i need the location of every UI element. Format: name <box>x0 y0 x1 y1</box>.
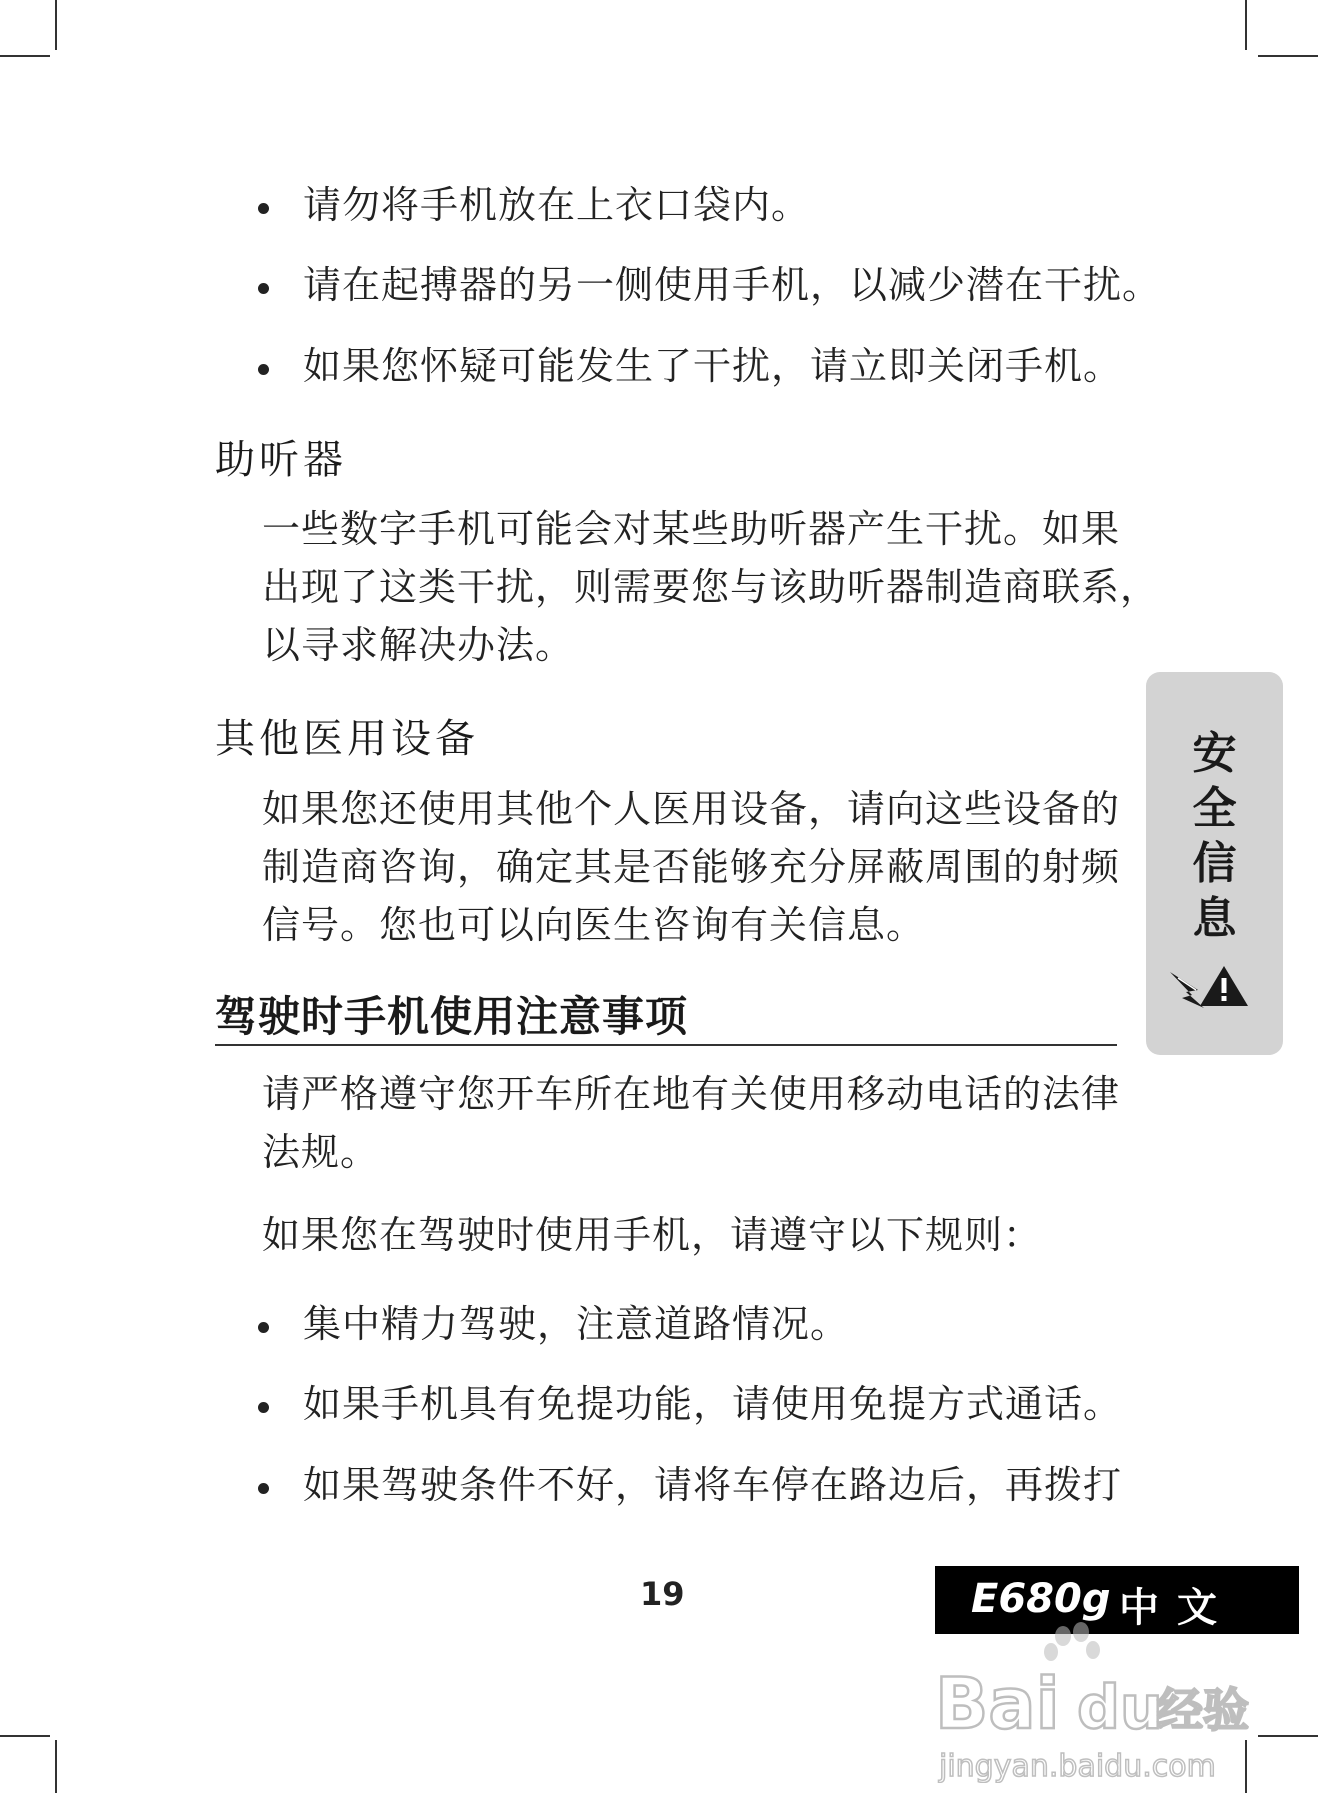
tab-label-char: 信 <box>1192 838 1237 889</box>
list-item-text: 如果手机具有免提功能，请使用免提方式通话。 <box>303 1382 1123 1426</box>
bullet-dot <box>258 203 269 214</box>
paragraph-line: 出现了这类干扰，则需要您与该助听器制造商联系， <box>262 565 1160 609</box>
list-item <box>258 1463 1123 1507</box>
bullet-dot <box>258 1483 269 1494</box>
list-item-text: 集中精力驾驶，注意道路情况。 <box>303 1302 850 1346</box>
hearing-aids-heading: 助听器 <box>215 437 347 483</box>
svg-text:Bai: Bai <box>935 1663 1060 1745</box>
paragraph-line: 信号。您也可以向医生咨询有关信息。 <box>262 903 926 947</box>
tab-label-char: 息 <box>1192 893 1237 944</box>
crop-mark <box>55 1740 57 1793</box>
crop-mark <box>1258 55 1318 57</box>
medical-devices-heading: 其他医用设备 <box>215 716 479 762</box>
hearing-aids-paragraph <box>262 500 1159 674</box>
list-item <box>258 1382 1123 1426</box>
driving-heading-text: 驾驶时手机使用注意事项 <box>215 992 689 1041</box>
driving-section-heading <box>215 984 1117 1046</box>
warning-icon <box>1168 962 1258 1012</box>
svg-text:du: du <box>1077 1673 1163 1743</box>
tab-label-char: 安 <box>1192 728 1237 779</box>
list-item-text: 如果驾驶条件不好，请将车停在路边后，再拨打 <box>303 1463 1123 1507</box>
list-item-text: 请勿将手机放在上衣口袋内。 <box>303 183 811 227</box>
page-number: 19 <box>640 1575 685 1613</box>
paragraph-line: 如果您在驾驶时使用手机，请遵守以下规则： <box>262 1213 1043 1257</box>
paragraph-line: 法规。 <box>262 1130 380 1174</box>
list-item <box>258 183 811 227</box>
list-item <box>258 344 1123 388</box>
medical-devices-paragraph <box>262 780 1120 954</box>
crop-mark <box>1258 1735 1318 1737</box>
list-item <box>258 263 1162 307</box>
paragraph-line: 请严格遵守您开车所在地有关使用移动电话的法律 <box>262 1072 1121 1116</box>
crop-mark <box>0 55 50 57</box>
language-label: 中文 <box>1119 1585 1235 1631</box>
crop-mark <box>55 0 57 50</box>
safety-info-tab[interactable] <box>1146 672 1283 1055</box>
list-item <box>258 1302 850 1346</box>
baidu-jingyan-watermark <box>935 1618 1265 1783</box>
driving-paragraph-2 <box>262 1206 1042 1264</box>
paragraph-line: 如果您还使用其他个人医用设备，请向这些设备的 <box>262 787 1121 831</box>
driving-paragraph-1 <box>262 1065 1120 1181</box>
model-name: E680g <box>971 1576 1111 1622</box>
paragraph-line: 制造商咨询，确定其是否能够充分屏蔽周围的射频 <box>262 845 1121 889</box>
list-item-text: 如果您怀疑可能发生了干扰，请立即关闭手机。 <box>303 344 1123 388</box>
bullet-dot <box>258 1322 269 1333</box>
bullet-dot <box>258 364 269 375</box>
svg-text:经验: 经验 <box>1157 1683 1249 1737</box>
tab-label-char: 全 <box>1192 783 1237 834</box>
list-item-text: 请在起搏器的另一侧使用手机，以减少潜在干扰。 <box>303 263 1162 307</box>
crop-mark <box>1245 0 1247 50</box>
paragraph-line: 以寻求解决办法。 <box>262 623 575 667</box>
paragraph-line: 一些数字手机可能会对某些助听器产生干扰。如果 <box>262 507 1121 551</box>
crop-mark <box>0 1735 50 1737</box>
bullet-dot <box>258 1402 269 1413</box>
bullet-dot <box>258 283 269 294</box>
svg-text:jingyan.baidu.com: jingyan.baidu.com <box>939 1749 1216 1783</box>
